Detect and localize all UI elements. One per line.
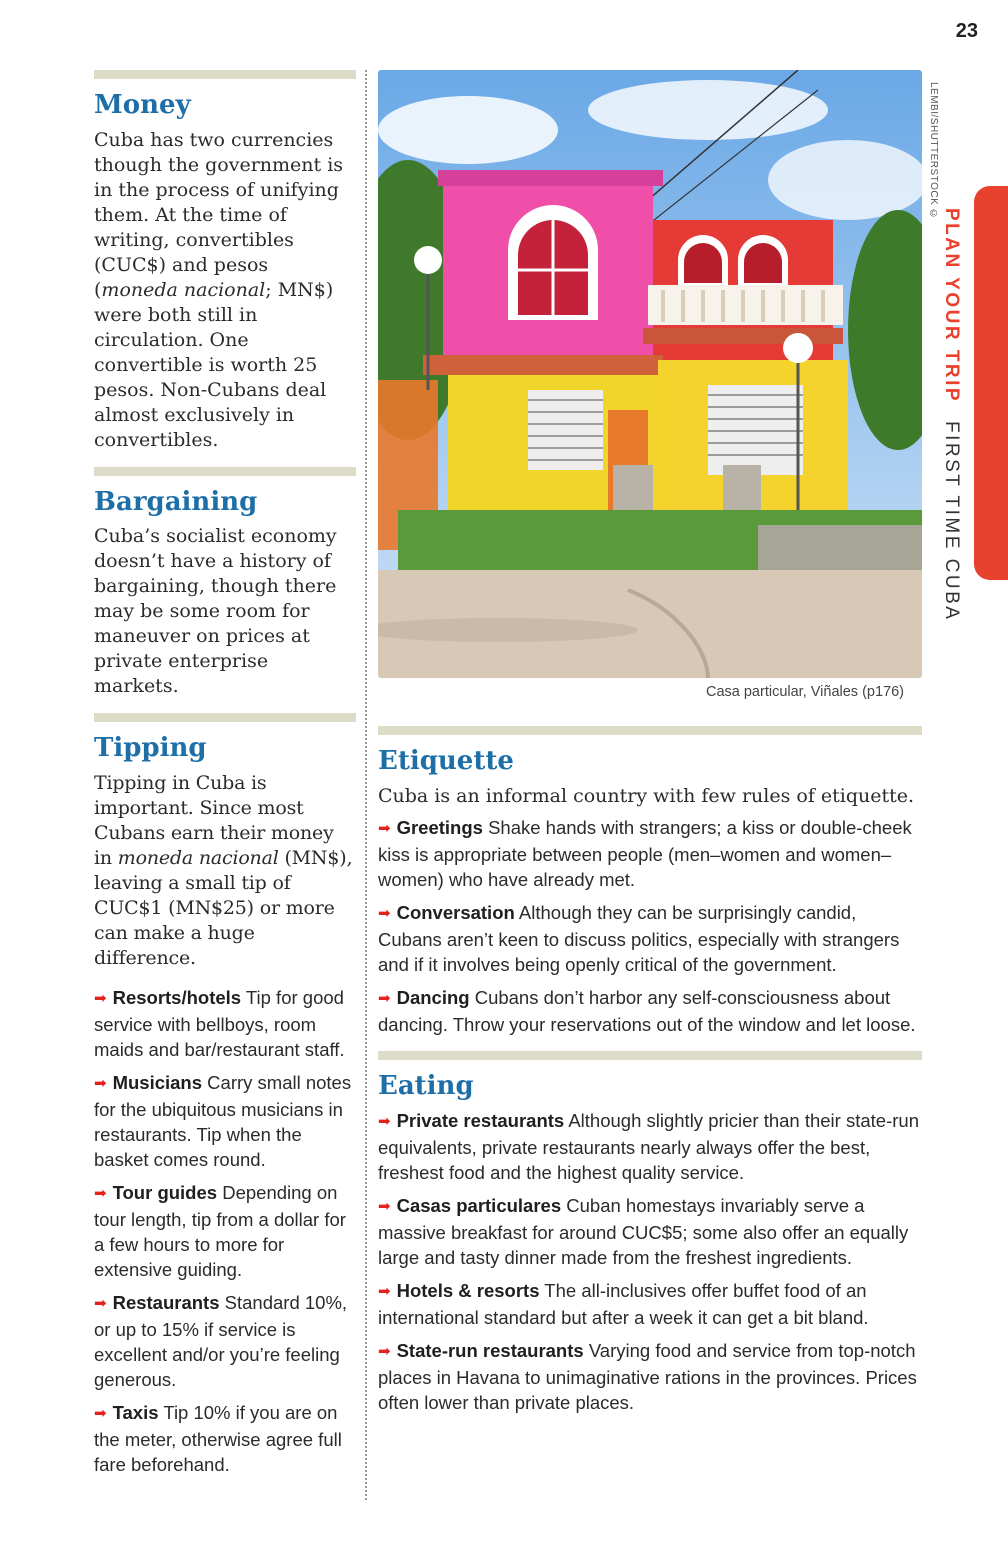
eating-item-head: Private restaurants	[396, 1110, 565, 1132]
arrow-icon: ➡	[94, 1184, 107, 1202]
eating-item	[378, 1278, 922, 1330]
etiquette-item-text: Cubans don’t harbor any self-consciousness about dancing. Throw your reservations out of the window and let loose.	[378, 986, 916, 1035]
tipping-item	[94, 985, 356, 1062]
etiquette-item-head: Dancing	[396, 986, 470, 1008]
arrow-icon: ➡	[378, 904, 391, 922]
etiquette-item	[378, 900, 922, 977]
section-rule	[94, 70, 356, 79]
etiquette-item	[378, 985, 922, 1037]
section-rule	[378, 726, 922, 735]
eating-list	[378, 1108, 922, 1415]
tipping-text	[94, 771, 356, 971]
tipping-title: Tipping	[94, 733, 207, 764]
eating-item-text: Cuban homestays invariably serve a massive breakfast for around CUC$5; some also offer an equally large and tasty dinner made from the freshest ingredients.	[378, 1195, 909, 1269]
tipping-item-head: Resorts/hotels	[112, 986, 242, 1008]
arrow-icon: ➡	[94, 1404, 107, 1422]
chapter-label	[940, 208, 962, 621]
money-text-part2: ; MN$) were both still in circulation. One convertible is worth 25 pesos. Non-Cubans deal almost exclusively in convertibles.	[94, 278, 334, 451]
eating-item-head: Hotels & resorts	[396, 1280, 540, 1302]
tipping-item-text: Tip 10% if you are on the meter, otherwise agree full fare beforehand.	[94, 1401, 342, 1475]
etiquette-item-head: Greetings	[396, 816, 483, 838]
bargaining-text: Cuba’s socialist economy doesn’t have a history of bargaining, though there may be some room for maneuver on prices at private enterprise markets.	[94, 525, 337, 698]
house-illustration	[378, 70, 922, 678]
eating-item-head: Casas particulares	[396, 1195, 562, 1217]
tipping-item	[94, 1180, 356, 1282]
right-column	[378, 70, 922, 1423]
money-text-part1: Cuba has two currencies though the government is in the process of unifying them. At the time of writing, convertibles (CUC$) and pesos (	[94, 128, 344, 301]
eating-item	[378, 1108, 922, 1185]
eating-title: Eating	[378, 1070, 474, 1101]
eating-item-text: Varying food and service from top-notch places in Havana to unimaginative rations in the provinces. Prices often lower than private places.	[378, 1340, 917, 1414]
bargaining-title: Bargaining	[94, 486, 258, 517]
eating-item-text: Although slightly pricier than their state-run equivalents, private restaurants nearly always offer the best, freshest food and the highest quality service.	[378, 1110, 919, 1184]
chapter-label-part1: PLAN YOUR TRIP	[941, 208, 962, 404]
tipping-item-text: Tip for good service with bellboys, room maids and bar/restaurant staff.	[94, 986, 345, 1060]
chapter-label-part2: FIRST TIME CUBA	[941, 420, 962, 622]
etiquette-intro: Cuba is an informal country with few rules of etiquette.	[378, 784, 915, 807]
arrow-icon: ➡	[378, 1113, 391, 1131]
etiquette-item-text: Although they can be surprisingly candid, Cubans aren’t keen to discuss politics, especially with strangers and if it involves being openly critical of the government.	[378, 901, 900, 975]
tipping-item-head: Taxis	[112, 1401, 159, 1423]
eating-item-text: The all-inclusives offer buffet food of an international standard but after a week it can get a bit bland.	[378, 1280, 869, 1329]
money-text-italic: moneda nacional	[101, 278, 266, 301]
arrow-icon: ➡	[378, 819, 391, 837]
tipping-item	[94, 1070, 356, 1172]
eating-item	[378, 1338, 922, 1415]
arrow-icon: ➡	[378, 1198, 391, 1216]
etiquette-item-head: Conversation	[396, 901, 515, 923]
photo-caption: Casa particular, Viñales (p176)	[705, 684, 904, 700]
section-rule	[94, 467, 356, 476]
money-title: Money	[94, 90, 191, 120]
eating-item	[378, 1193, 922, 1270]
section-rule	[378, 1051, 922, 1060]
arrow-icon: ➡	[94, 989, 107, 1007]
tipping-item-head: Tour guides	[112, 1181, 218, 1203]
arrow-icon: ➡	[378, 989, 391, 1007]
left-column	[94, 70, 356, 1485]
tipping-item-text: Depending on tour length, tip from a dollar for a few hours to more for extensive guiding.	[94, 1181, 346, 1280]
tipping-item-head: Restaurants	[112, 1291, 220, 1313]
tipping-text-part1: Tipping in Cuba is important. Since most Cubans earn their money in	[94, 771, 334, 869]
column-divider	[365, 70, 367, 1500]
photo-credit: LEMBI/SHUTTERSTOCK ©	[928, 82, 939, 221]
tipping-item-text: Carry small notes for the ubiquitous musicians in restaurants. Tip when the basket comes round.	[94, 1071, 352, 1170]
tipping-text-part2: (MN$), leaving a small tip of CUC$1 (MN$25) or more can make a huge difference.	[94, 846, 353, 969]
tipping-text-italic: moneda nacional	[117, 846, 279, 869]
arrow-icon: ➡	[378, 1343, 391, 1361]
money-text	[94, 128, 356, 453]
etiquette-list	[378, 815, 922, 1037]
tipping-item-text: Standard 10%, or up to 15% if service is excellent and/or you’re feeling generous.	[94, 1291, 348, 1390]
eating-item-head: State-run restaurants	[396, 1340, 584, 1362]
arrow-icon: ➡	[94, 1294, 107, 1312]
chapter-tab	[974, 186, 1008, 580]
etiquette-title: Etiquette	[378, 746, 514, 776]
etiquette-item	[378, 815, 922, 892]
arrow-icon: ➡	[378, 1283, 391, 1301]
tipping-list	[94, 985, 356, 1477]
tipping-item	[94, 1400, 356, 1477]
etiquette-item-text: Shake hands with strangers; a kiss or double-cheek kiss is appropriate between people (men–women and women–women) who have already met.	[378, 816, 912, 890]
tipping-item	[94, 1290, 356, 1392]
tipping-item-head: Musicians	[112, 1071, 203, 1093]
arrow-icon: ➡	[94, 1074, 107, 1092]
section-rule	[94, 713, 356, 722]
house-photo	[378, 70, 922, 678]
page-number: 23	[955, 20, 978, 42]
